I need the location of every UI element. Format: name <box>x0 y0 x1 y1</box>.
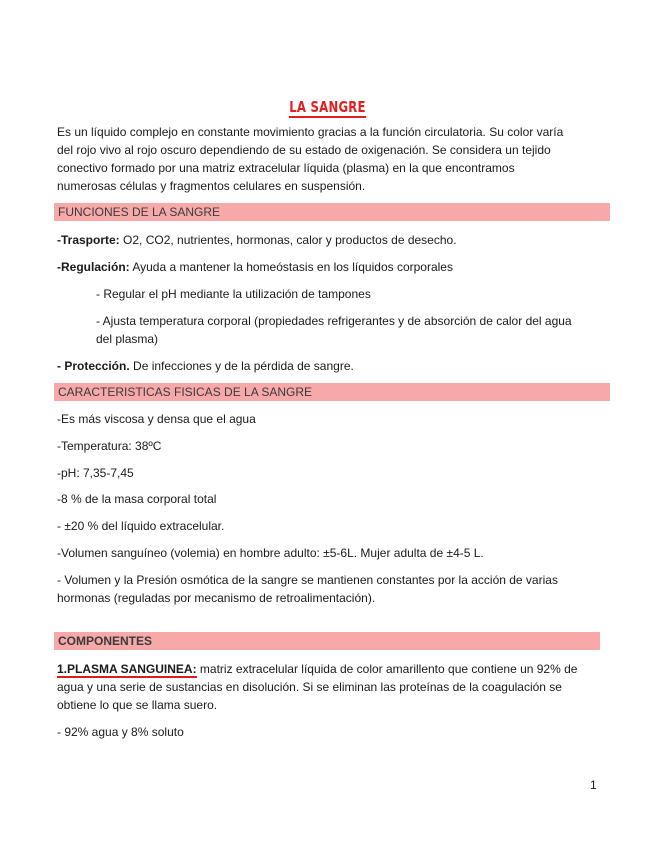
intro-line-3: conectivo formado por una matriz extracelular líquida (plasma) en la que encontramos <box>57 161 515 175</box>
proteccion-label: - Protección. <box>57 359 130 373</box>
caracteristica-last-line-2: hormonas (reguladas por mecanismo de retroalimentación). <box>57 591 376 605</box>
section-heading-caracteristicas: CARACTERISTICAS FISICAS DE LA SANGRE <box>58 385 313 399</box>
caracteristica-item-5: - ±20 % del líquido extracelular. <box>57 519 225 533</box>
caracteristica-item-1: -Es más viscosa y densa que el agua <box>57 412 256 426</box>
plasma-line-3: obtiene lo que se llama suero. <box>57 698 218 712</box>
plasma-line-1 <box>57 660 597 678</box>
title-text: LA SANGRE <box>289 98 366 116</box>
intro-line-2: del rojo vivo al rojo oscuro dependiendo de su estado de oxigenación. Se considera un tejido <box>57 143 551 157</box>
regulacion-sub-1: - Regular el pH mediante la utilización de tampones <box>96 287 371 301</box>
transporte-text: O2, CO2, nutrientes, hormonas, calor y productos de desecho. <box>119 233 457 247</box>
document-title <box>72 98 583 116</box>
section-heading-funciones: FUNCIONES DE LA SANGRE <box>58 205 221 219</box>
regulacion-sub-2-line-2: del plasma) <box>96 332 159 346</box>
proteccion-paragraph <box>57 357 597 375</box>
caracteristica-item-3: -pH: 7,35-7,45 <box>57 466 134 480</box>
regulacion-paragraph <box>57 258 597 276</box>
plasma-line-1-text: matriz extracelular líquida de color amarillento que contiene un 92% de <box>196 662 578 676</box>
plasma-line-2: agua y una serie de sustancias en disolución. Si se eliminan las proteínas de la coagulación se <box>57 680 562 694</box>
intro-line-1: Es un líquido complejo en constante movimiento gracias a la función circulatoria. Su color varía <box>57 125 564 139</box>
page-number: 1 <box>590 778 597 792</box>
caracteristica-last-line-1: - Volumen y la Presión osmótica de la sangre se mantienen constantes por la acción de varias <box>57 573 558 587</box>
transporte-label: -Trasporte: <box>57 233 120 247</box>
regulacion-label: -Regulación: <box>57 260 130 274</box>
section-heading-componentes: COMPONENTES <box>58 634 153 648</box>
transporte-paragraph <box>57 231 597 249</box>
caracteristica-item-4: -8 % de la masa corporal total <box>57 492 217 506</box>
proteccion-text: De infecciones y de la pérdida de sangre. <box>129 359 354 373</box>
intro-line-4: numerosas células y fragmentos celulares en suspensión. <box>57 179 366 193</box>
regulacion-sub-2-line-1: - Ajusta temperatura corporal (propiedades refrigerantes y de absorción de calor del agua <box>96 314 572 328</box>
caracteristica-item-2: -Temperatura: 38ºC <box>57 439 162 453</box>
caracteristica-item-6: -Volumen sanguíneo (volemia) en hombre adulto: ±5-6L. Mujer adulta de ±4-5 L. <box>57 546 484 560</box>
regulacion-text: Ayuda a mantener la homeóstasis en los líquidos corporales <box>129 260 453 274</box>
plasma-label: 1.PLASMA SANGUINEA: <box>57 662 197 676</box>
soluto-line: - 92% agua y 8% soluto <box>57 725 184 739</box>
